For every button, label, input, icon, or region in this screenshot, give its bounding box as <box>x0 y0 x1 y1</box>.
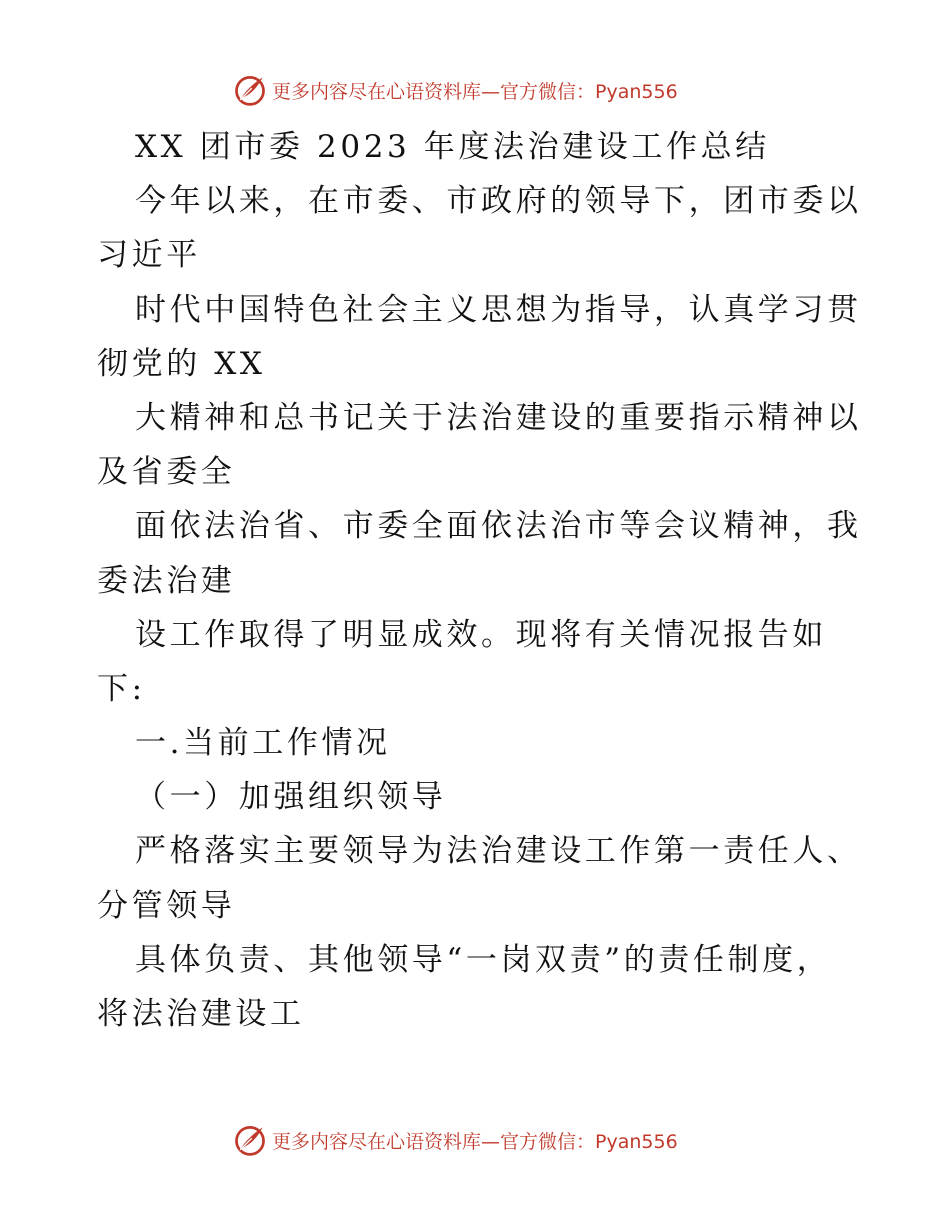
subsection-heading: （一）加强组织领导 <box>135 779 447 816</box>
paragraph-line: 严格落实主要领导为法治建设工作第一责任人、 <box>135 833 862 870</box>
section-heading: 一.当前工作情况 <box>135 725 391 762</box>
paragraph-line: 具体负责、其他领导“一岗双责”的责任制度， <box>135 941 832 978</box>
paragraph-line: 分管领导 <box>97 887 236 924</box>
paragraph-line: 习近平 <box>97 237 201 274</box>
paragraph-line: 及省委全 <box>97 454 236 491</box>
paragraph-line: 委法治建 <box>97 562 236 599</box>
watermark-text: 更多内容尽在心语资料库—官方微信：Pyan556 <box>272 1130 678 1153</box>
paragraph-line: 面依法治省、市委全面依法治市等会议精神，我 <box>135 508 862 545</box>
feather-pen-icon <box>232 72 268 108</box>
document-title: XX 团市委 2023 年度法治建设工作总结 <box>135 129 770 165</box>
document-body <box>97 120 862 1041</box>
paragraph-line: 设工作取得了明显成效。现将有关情况报告如 <box>135 616 827 653</box>
feather-pen-icon <box>232 1122 268 1158</box>
paragraph-line: 下: <box>97 670 146 707</box>
watermark-banner-bottom <box>232 1120 732 1160</box>
paragraph-line: 将法治建设工 <box>97 996 305 1032</box>
paragraph-line: 彻党的 XX <box>97 345 266 382</box>
watermark-text: 更多内容尽在心语资料库—官方微信：Pyan556 <box>272 80 678 103</box>
paragraph-line: 今年以来，在市委、市政府的领导下，团市委以 <box>135 183 862 220</box>
paragraph-line: 大精神和总书记关于法治建设的重要指示精神以 <box>135 399 862 436</box>
paragraph-line: 时代中国特色社会主义思想为指导，认真学习贯 <box>135 291 862 328</box>
watermark-banner-top <box>232 70 732 110</box>
